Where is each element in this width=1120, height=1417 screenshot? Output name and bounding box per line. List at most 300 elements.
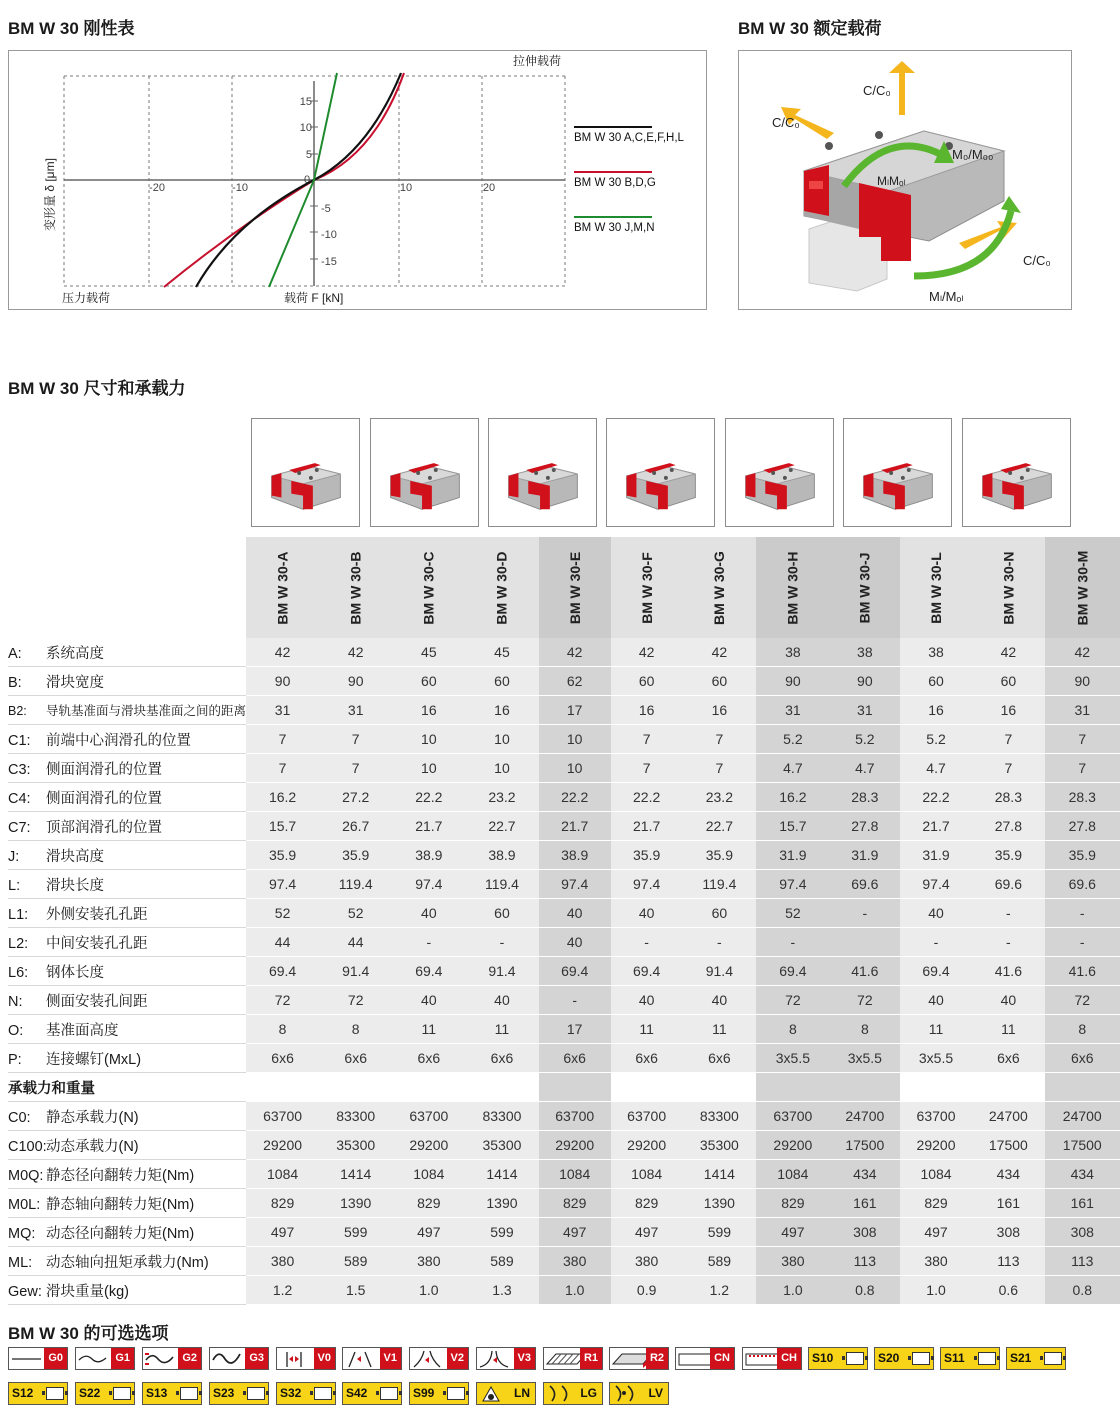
value-cell: 21.7 [900,812,972,841]
value-cell: 7 [246,754,319,783]
option-icon [1044,1352,1062,1365]
value-cell: 60 [682,667,756,696]
value-cell: 44 [319,928,392,957]
option-code: S23 [213,1386,235,1400]
value-cell [465,1073,538,1102]
model-header [756,537,829,638]
model-header [972,537,1045,638]
value-cell: 83300 [465,1102,538,1131]
value-cell: 22.7 [465,812,538,841]
model-header [392,537,465,638]
value-cell: 380 [611,1247,683,1276]
model-name: BM W 30-C [420,550,437,625]
row-name: 滑块重量(kg) [46,1283,129,1300]
value-cell: 31 [756,696,829,725]
value-cell: 38 [829,638,900,667]
row-key: C3: [8,761,31,778]
model-name: BM W 30-A [274,550,291,625]
value-cell: 23.2 [682,783,756,812]
value-cell: 1084 [539,1160,611,1189]
value-cell: 16.2 [756,783,829,812]
value-cell: 3x5.5 [900,1044,972,1073]
y-tick-label: -15 [321,256,337,268]
value-cell: 90 [319,667,392,696]
value-cell: 40 [900,986,972,1015]
value-cell [829,928,900,957]
option-code: S11 [944,1351,965,1365]
value-cell: 829 [392,1189,465,1218]
options-area [8,1347,1073,1407]
option-badge [8,1347,68,1370]
value-cell: 497 [246,1218,319,1247]
value-cell: 29200 [392,1131,465,1160]
row-key: B: [8,674,22,691]
value-cell [539,1073,611,1102]
value-cell: 52 [756,899,829,928]
option-code: S20 [878,1351,900,1365]
option-badge [675,1347,735,1370]
value-cell: 31 [246,696,319,725]
value-cell: 35.9 [682,841,756,870]
row-name: 动态承载力(N) [46,1138,139,1155]
value-cell: 308 [972,1218,1045,1247]
row-label [8,1189,246,1218]
option-badge [476,1382,536,1405]
value-cell: 7 [972,754,1045,783]
value-cell: 45 [465,638,538,667]
row-label [8,783,246,812]
value-cell: 83300 [682,1102,756,1131]
option-code: S42 [346,1386,368,1400]
option-badge [8,1382,68,1405]
legend-label: BM W 30 A,C,E,F,H,L [574,132,684,144]
table-row [8,986,1120,1015]
option-code: R1 [580,1348,602,1369]
value-cell: 38 [756,638,829,667]
value-cell: 380 [392,1247,465,1276]
value-cell: 35.9 [972,841,1045,870]
value-cell: 26.7 [319,812,392,841]
value-cell: 60 [465,667,538,696]
value-cell [972,1073,1045,1102]
table-row [8,1102,1120,1131]
row-label [8,1218,246,1247]
option-code: V0 [314,1348,335,1369]
value-cell: 44 [246,928,319,957]
option-code: S21 [1010,1351,1032,1365]
option-badge [342,1382,402,1405]
value-cell: 7 [1045,725,1120,754]
value-cell: 38.9 [465,841,538,870]
value-cell: 11 [392,1015,465,1044]
y-tick-label: -10 [321,229,337,241]
value-cell: 97.4 [611,870,683,899]
table-row [8,870,1120,899]
option-code: S32 [280,1386,302,1400]
row-name: 连接螺钉(MxL) [46,1051,142,1068]
value-cell: 28.3 [972,783,1045,812]
value-cell: 91.4 [465,957,538,986]
value-cell: 6x6 [972,1044,1045,1073]
row-label [8,1276,246,1305]
value-cell: 28.3 [829,783,900,812]
value-cell: 40 [539,928,611,957]
option-badge [409,1347,469,1370]
load-title: BM W 30 额定载荷 [738,19,882,38]
row-label [8,1044,246,1073]
row-label [8,986,246,1015]
option-badge [808,1347,868,1370]
value-cell: 6x6 [611,1044,683,1073]
value-cell: - [611,928,683,957]
option-badge [209,1347,269,1370]
value-cell: 72 [1045,986,1120,1015]
load-diagram [738,50,1072,310]
value-cell: 599 [682,1218,756,1247]
x-tick-label: 0 [303,174,311,186]
table-row [8,1160,1120,1189]
row-name: 基准面高度 [46,1022,119,1039]
row-key: L1: [8,906,29,923]
option-badge [1006,1347,1066,1370]
value-cell: 21.7 [611,812,683,841]
value-cell: 31.9 [756,841,829,870]
value-cell: 31 [319,696,392,725]
row-key: ML: [8,1254,33,1271]
value-cell: 42 [246,638,319,667]
value-cell [319,1073,392,1102]
load-label-ml: Mₗ/Mₒₗ [929,289,964,304]
model-header [539,537,611,638]
option-code: R2 [646,1348,668,1369]
option-code: S22 [79,1386,101,1400]
table-row [8,1247,1120,1276]
value-cell: 90 [756,667,829,696]
option-icon [247,1387,265,1400]
value-cell: 1084 [611,1160,683,1189]
x-tick-label: -20 [149,182,165,194]
value-cell: 27.8 [972,812,1045,841]
value-cell: 62 [539,667,611,696]
value-cell: 31 [1045,696,1120,725]
compression-label: 压力载荷 [62,291,111,305]
row-key: N: [8,993,23,1010]
value-cell: 21.7 [539,812,611,841]
row-label [8,1247,246,1276]
model-name: BM W 30-F [638,551,655,624]
row-name: 外侧安装孔孔距 [46,906,148,923]
row-key: C0: [8,1109,31,1126]
value-cell [392,1073,465,1102]
value-cell: 24700 [1045,1102,1120,1131]
value-cell: 28.3 [1045,783,1120,812]
value-cell: 1084 [756,1160,829,1189]
value-cell: 63700 [392,1102,465,1131]
row-name: 静态承载力(N) [46,1109,139,1126]
tension-label: 拉伸载荷 [512,54,562,68]
row-key: M0L: [8,1196,41,1213]
value-cell [756,1073,829,1102]
option-icon [544,1383,574,1404]
value-cell: 10 [539,754,611,783]
value-cell: 1390 [465,1189,538,1218]
value-cell: 24700 [972,1102,1045,1131]
options-title: BM W 30 的可选选项 [8,1324,169,1343]
row-key: C4: [8,790,31,807]
value-cell: 497 [611,1218,683,1247]
value-cell: 829 [246,1189,319,1218]
value-cell: 6x6 [1045,1044,1120,1073]
value-cell: 119.4 [319,870,392,899]
value-cell: - [900,928,972,957]
value-cell: 113 [972,1247,1045,1276]
value-cell: 17 [539,1015,611,1044]
value-cell: 3x5.5 [829,1044,900,1073]
value-cell: 5.2 [756,725,829,754]
value-cell: 1.2 [682,1276,756,1305]
value-cell: 119.4 [465,870,538,899]
value-cell: 16 [611,696,683,725]
value-cell: 11 [682,1015,756,1044]
value-cell: 60 [972,667,1045,696]
value-cell: 38 [900,638,972,667]
row-key: M0Q: [8,1167,44,1184]
row-label [8,841,246,870]
row-label [8,928,246,957]
row-key: C100: [8,1138,47,1155]
value-cell: 113 [1045,1247,1120,1276]
value-cell: 17500 [972,1131,1045,1160]
value-cell: 35.9 [1045,841,1120,870]
value-cell: 69.4 [756,957,829,986]
value-cell: 11 [900,1015,972,1044]
row-name: 侧面润滑孔的位置 [46,790,162,807]
value-cell: 10 [465,725,538,754]
option-icon [380,1387,398,1400]
y-tick-label: 5 [305,149,312,161]
row-label [8,667,246,696]
value-cell: 69.6 [829,870,900,899]
value-cell: 97.4 [900,870,972,899]
y-axis-label: 变形量 δ [μm] [43,158,57,231]
x-tick-label: -10 [232,182,248,194]
option-code: G0 [44,1348,67,1369]
value-cell: 40 [611,899,683,928]
value-cell: 16 [900,696,972,725]
option-badge [940,1347,1000,1370]
table-row [8,1189,1120,1218]
value-cell: 16 [972,696,1045,725]
option-icon [912,1352,930,1365]
value-cell: 1390 [682,1189,756,1218]
value-cell: 1084 [900,1160,972,1189]
value-cell: 7 [1045,754,1120,783]
value-cell: 60 [682,899,756,928]
value-cell: 16 [465,696,538,725]
value-cell: 7 [972,725,1045,754]
value-cell: 1.0 [900,1276,972,1305]
value-cell: 497 [900,1218,972,1247]
table-row [8,638,1120,667]
product-image [962,418,1071,527]
option-icon [46,1387,64,1400]
value-cell: 90 [246,667,319,696]
option-code: V2 [447,1348,468,1369]
value-cell: 7 [319,754,392,783]
row-name: 侧面润滑孔的位置 [46,761,162,778]
table-row [8,667,1120,696]
model-name: BM W 30-L [928,551,945,624]
option-icon [314,1387,332,1400]
legend-label: BM W 30 B,D,G [574,177,656,189]
option-code: CN [710,1348,734,1369]
value-cell: 35.9 [319,841,392,870]
value-cell: - [539,986,611,1015]
value-cell: 22.2 [900,783,972,812]
row-label [8,696,246,725]
row-name: 顶部润滑孔的位置 [46,819,162,836]
value-cell: 15.7 [756,812,829,841]
value-cell: 40 [682,986,756,1015]
y-tick-label: -5 [321,203,331,215]
value-cell: 17500 [829,1131,900,1160]
value-cell: 119.4 [682,870,756,899]
value-cell: 69.4 [900,957,972,986]
value-cell: 829 [611,1189,683,1218]
value-cell: - [972,928,1045,957]
option-code: G2 [178,1348,201,1369]
value-cell: 308 [1045,1218,1120,1247]
load-label-c-right: C/C₀ [1023,253,1051,268]
value-cell: 599 [319,1218,392,1247]
value-cell: 97.4 [756,870,829,899]
value-cell: 8 [246,1015,319,1044]
value-cell: 0.8 [1045,1276,1120,1305]
value-cell: 1414 [465,1160,538,1189]
value-cell: 161 [829,1189,900,1218]
row-label [8,812,246,841]
value-cell: - [972,899,1045,928]
value-cell: 40 [611,986,683,1015]
value-cell: 69.4 [539,957,611,986]
table-row [8,783,1120,812]
value-cell: 97.4 [539,870,611,899]
model-header [246,537,319,638]
value-cell: 40 [900,899,972,928]
option-code: LN [514,1386,530,1400]
option-icon [610,1383,640,1404]
option-badge [609,1347,669,1370]
option-code: V3 [514,1348,535,1369]
model-name: BM W 30-N [1000,550,1017,625]
value-cell: - [1045,899,1120,928]
model-name: BM W 30-J [856,552,873,623]
option-badge [874,1347,934,1370]
product-image [606,418,715,527]
table-row [8,812,1120,841]
value-cell: 22.2 [611,783,683,812]
value-cell: 35.9 [246,841,319,870]
option-icon [447,1387,465,1400]
value-cell: 6x6 [392,1044,465,1073]
value-cell: 10 [465,754,538,783]
row-key: A: [8,645,22,662]
value-cell: 97.4 [246,870,319,899]
value-cell: 161 [972,1189,1045,1218]
value-cell: 17500 [1045,1131,1120,1160]
header-spacer [8,537,246,638]
model-header [319,537,392,638]
model-name: BM W 30-H [784,550,801,625]
model-name: BM W 30-D [493,550,510,625]
value-cell: 434 [972,1160,1045,1189]
value-cell: 829 [756,1189,829,1218]
option-badge [75,1382,135,1405]
value-cell: 40 [972,986,1045,1015]
value-cell: 1.0 [392,1276,465,1305]
value-cell: 434 [829,1160,900,1189]
value-cell: 497 [392,1218,465,1247]
product-pictures [0,418,1080,528]
value-cell: 10 [392,725,465,754]
value-cell: 497 [756,1218,829,1247]
value-cell: 1.0 [756,1276,829,1305]
row-name: 动态轴向扭矩承载力(Nm) [46,1254,209,1271]
value-cell: 52 [319,899,392,928]
row-name: 静态轴向翻转力矩(Nm) [46,1196,195,1213]
value-cell: 63700 [246,1102,319,1131]
row-name: 前端中心润滑孔的位置 [46,732,191,749]
model-header [465,537,538,638]
row-key: MQ: [8,1225,36,1242]
load-label-c-top: C/C₀ [863,83,891,98]
value-cell: 1.5 [319,1276,392,1305]
model-header [682,537,756,638]
option-icon [113,1387,131,1400]
value-cell: 0.9 [611,1276,683,1305]
table-row [8,1131,1120,1160]
option-code: S99 [413,1386,435,1400]
load-label-c-left: C/C₀ [772,115,800,130]
value-cell: 83300 [319,1102,392,1131]
product-image [488,418,597,527]
value-cell: 1414 [319,1160,392,1189]
option-code: LV [648,1386,663,1400]
row-key: B2: [8,704,27,718]
value-cell: 69.4 [246,957,319,986]
spec-table [8,537,1120,1305]
value-cell: 380 [900,1247,972,1276]
value-cell: 6x6 [539,1044,611,1073]
option-icon [477,1383,507,1404]
value-cell: 31.9 [900,841,972,870]
value-cell [900,1073,972,1102]
row-name: 钢体长度 [46,964,104,981]
value-cell: 16.2 [246,783,319,812]
option-badge [409,1382,469,1405]
row-label [8,957,246,986]
option-code: S12 [12,1386,34,1400]
table-row [8,899,1120,928]
value-cell: 6x6 [682,1044,756,1073]
row-key: C7: [8,819,31,836]
value-cell [611,1073,683,1102]
product-image [251,418,360,527]
value-cell: 35300 [465,1131,538,1160]
value-cell: 29200 [611,1131,683,1160]
value-cell: 17 [539,696,611,725]
value-cell: 91.4 [319,957,392,986]
